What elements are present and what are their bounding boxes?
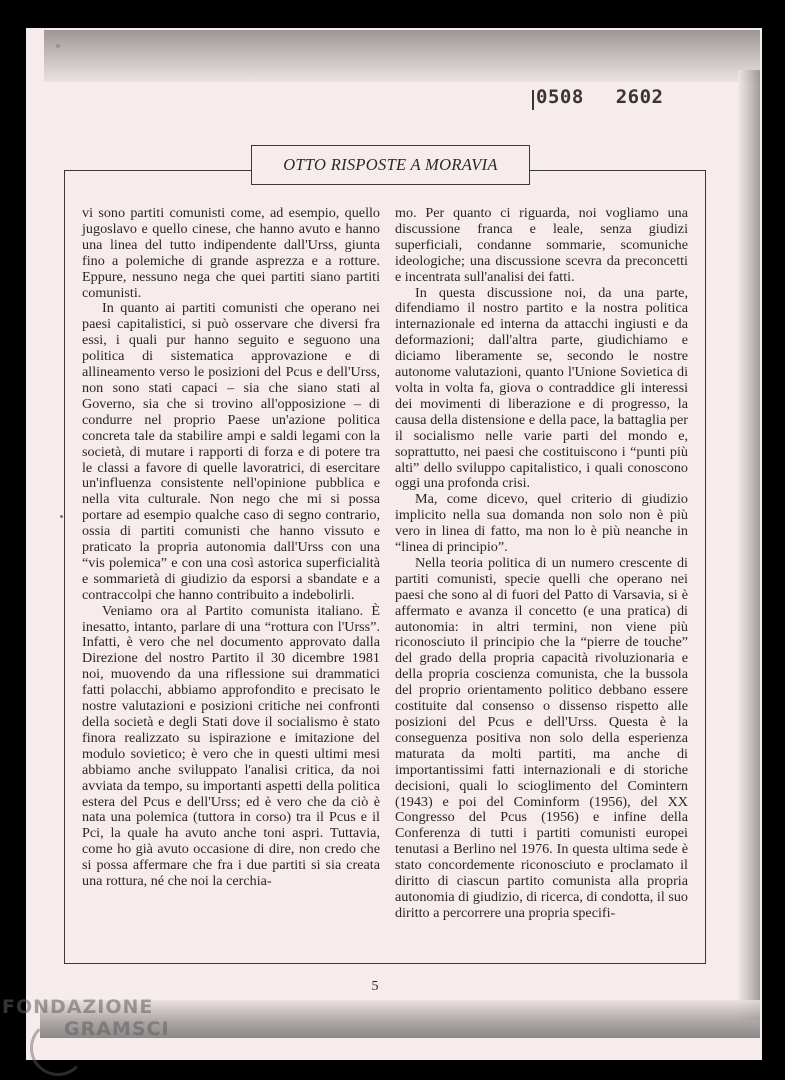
paragraph: Nella teoria politica di un numero crescente di partiti comunisti, specie quelli che operano nei paesi che sono al di fuori del Patto di Varsavia, si è affermato e avanza il concetto (e una pratica) di autonomia: in altri termini, non viene più riconosciuto il principio che la “pierre de touche” del grado della propria capacità rivoluzionaria e della propria coscienza comunista, che la bussola del proprio orientamento politico debbano essere costituite dal consenso o dissenso rispetto alle posizioni del Pcus e dell'Urss. Questa è la conseguenza positiva non solo della esperienza maturata da molti partiti, ma anche di importantissimi fatti internazionali e di storiche decisioni, quali lo scioglimento del Comintern (1943) e poi del Cominform (1956), del XX Congresso del Pcus (1956) e infine della Conferenza di tutti i partiti comunisti europei tenutasi a Berlino nel 1976. In questa ultima sede è stato concordemente riconosciuto e proclamato il diritto di ciascun partito comunista alla propria autonomia di giudizio, di ricerca, di condotta, il suo diritto a percorrere una propria specifi- [395,554,688,921]
watermark-line-1: FONDAZIONE [2,996,154,1018]
page-number: 5 [371,979,379,994]
stamp-bar [532,90,534,110]
scan-mark [56,44,60,48]
archive-code-1: 0508 [536,86,584,108]
paragraph: mo. Per quanto ci riguarda, noi vogliamo una discussione franca e leale, senza giudizi superficiali, condanne sommarie, scomuniche ideologiche; una discussione scevra da preconcetti e incentrata sull'analisi dei fatti. [395,205,688,285]
paragraph: In questa discussione noi, da una parte, difendiamo il nostro partito e la nostra politica internazionale ed interna da attacchi ingiusti e da deformazioni; dall'altra parte, giudichiamo e diciamo liberamente se, secondo le nostre autonome valutazioni, quanto l'Unione Sovietica di volta in volta fa, giova o contraddice gli interessi dei movimenti di liberazione e di progresso, la causa della distensione e della pace, la battaglia per il socialismo nelle varie parti del mondo e, soprattutto, nei paesi che costituiscono i “punti più alti” dello sviluppo capitalistico, i quali conoscono oggi una profonda crisi. [395,284,688,492]
scan-shadow-top [44,30,760,82]
paragraph: Ma, come dicevo, quel criterio di giudizio implicito nella sua domanda non solo non è più vero in linea di fatto, ma non lo è più neanche in “linea di principio”. [395,491,688,556]
page-title: OTTO RISPOSTE A MORAVIA [251,145,530,185]
right-column [395,206,688,922]
paragraph: vi sono partiti comunisti come, ad esempio, quello jugoslavo e quello cinese, che hanno avuto e hanno una linea del tutto indipendente dall'Urss, giunta fino a polemiche di grande asprezza e a rotture. Eppure, nessuno nega che quei partiti siano partiti comunisti. [82,205,380,301]
archive-stamp [536,86,663,108]
scan-speck [60,515,63,518]
paragraph: Veniamo ora al Partito comunista italiano. È inesatto, intanto, parlare di una “rottura con l'Urss”. Infatti, è vero che nel documento approvato dalla Direzione del nostro Partito il 30 dicembre 1981 noi, muovendo da una riflessione sui drammatici fatti polacchi, abbiamo approfondito e precisato le nostre valutazioni e posizioni critiche nei confronti della società e degli Stati dove il socialismo è stato finora realizzato su ispirazione e imitazione del modulo sovietico; è vero che in questi ultimi mesi abbiamo anche sviluppato l'analisi critica, da noi avviata da tempo, su importanti aspetti della politica estera del Pcus e dell'Urss; ed è vero che da ciò è nata una polemica (tuttora in corso) tra il Pcus e il Pci, la quale ha avuto anche toni aspri. Tuttavia, come ho già avuto occasione di dire, non credo che si possa affermare che fra i due partiti si sia creata una rottura, né che noi la cerchia- [82,602,380,890]
paragraph: In quanto ai partiti comunisti che operano nei paesi capitalistici, si può osservare che diversi fra essi, i quali pur hanno seguito e seguono una politica di sistematica approvazione e di allineamento verso le posizioni del Pcus e dell'Urss, non sono stati capaci – sia che siano stati al Governo, sia che si trovino all'opposizione – di condurre nel proprio Paese un'azione politica concreta tale da stabilire ampi e saldi legami con la società, di mutare i rapporti di forza e di potere tra le classi a favore di quelle lavoratrici, di esercitare un'influenza consistente nell'opinione pubblica e nella vita culturale. Non nego che mi si possa portare ad esempio qualche caso di segno contrario, ossia di partiti comunisti che hanno vissuto e praticato la propria autonomia dall'Urss con una “vis polemica” e con una così astorica superficialità e sommarietà di giudizio da esporsi a sbandate e a contraccolpi che hanno contribuito a indebolirli. [82,300,380,603]
archive-code-2: 2602 [615,86,664,108]
watermark [2,996,170,1040]
scan-shadow-right [738,70,760,1020]
left-column [82,206,380,890]
watermark-line-2: GRAMSCI [64,1018,170,1040]
